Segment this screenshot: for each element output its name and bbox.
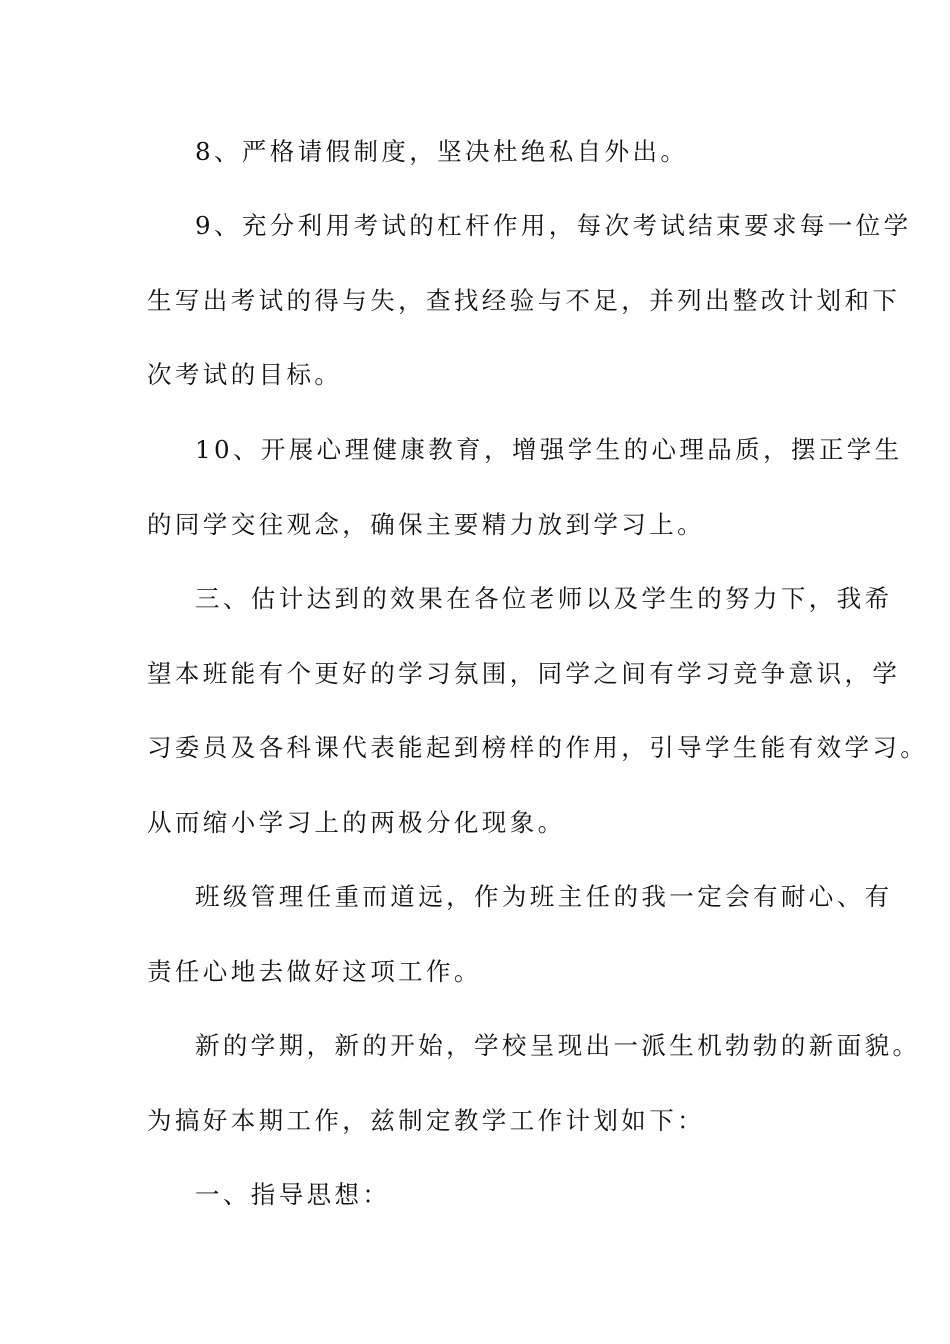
text-line-2: 9、充分利用考试的杠杆作用，每次考试结束要求每一位学	[195, 211, 912, 240]
text-line-13: 新的学期，新的开始，学校呈现出一派生机勃勃的新面貌。	[195, 1031, 921, 1060]
text-line-3: 生写出考试的得与失，查找经验与不足，并列出整改计划和下	[147, 286, 901, 315]
text-line-14: 为搞好本期工作，兹制定教学工作计划如下：	[147, 1106, 705, 1135]
text-line-5: 10、开展心理健康教育，增强学生的心理品质，摆正学生	[195, 435, 903, 464]
text-line-6: 的同学交往观念，确保主要精力放到学习上。	[147, 510, 705, 539]
text-line-11: 班级管理任重而道远，作为班主任的我一定会有耐心、有	[195, 882, 893, 911]
text-line-1: 8、严格请假制度，坚决杜绝私自外出。	[195, 137, 689, 166]
text-line-9: 习委员及各科课代表能起到榜样的作用，引导学生能有效学习。	[147, 733, 929, 762]
text-line-12: 责任心地去做好这项工作。	[147, 957, 482, 986]
text-line-10: 从而缩小学习上的两极分化现象。	[147, 808, 566, 837]
text-line-15: 一、指导思想：	[195, 1180, 391, 1209]
text-line-8: 望本班能有个更好的学习氛围，同学之间有学习竞争意识，学	[147, 659, 901, 688]
text-line-4: 次考试的目标。	[147, 360, 343, 389]
text-line-7: 三、估计达到的效果在各位老师以及学生的努力下，我希	[195, 584, 893, 613]
